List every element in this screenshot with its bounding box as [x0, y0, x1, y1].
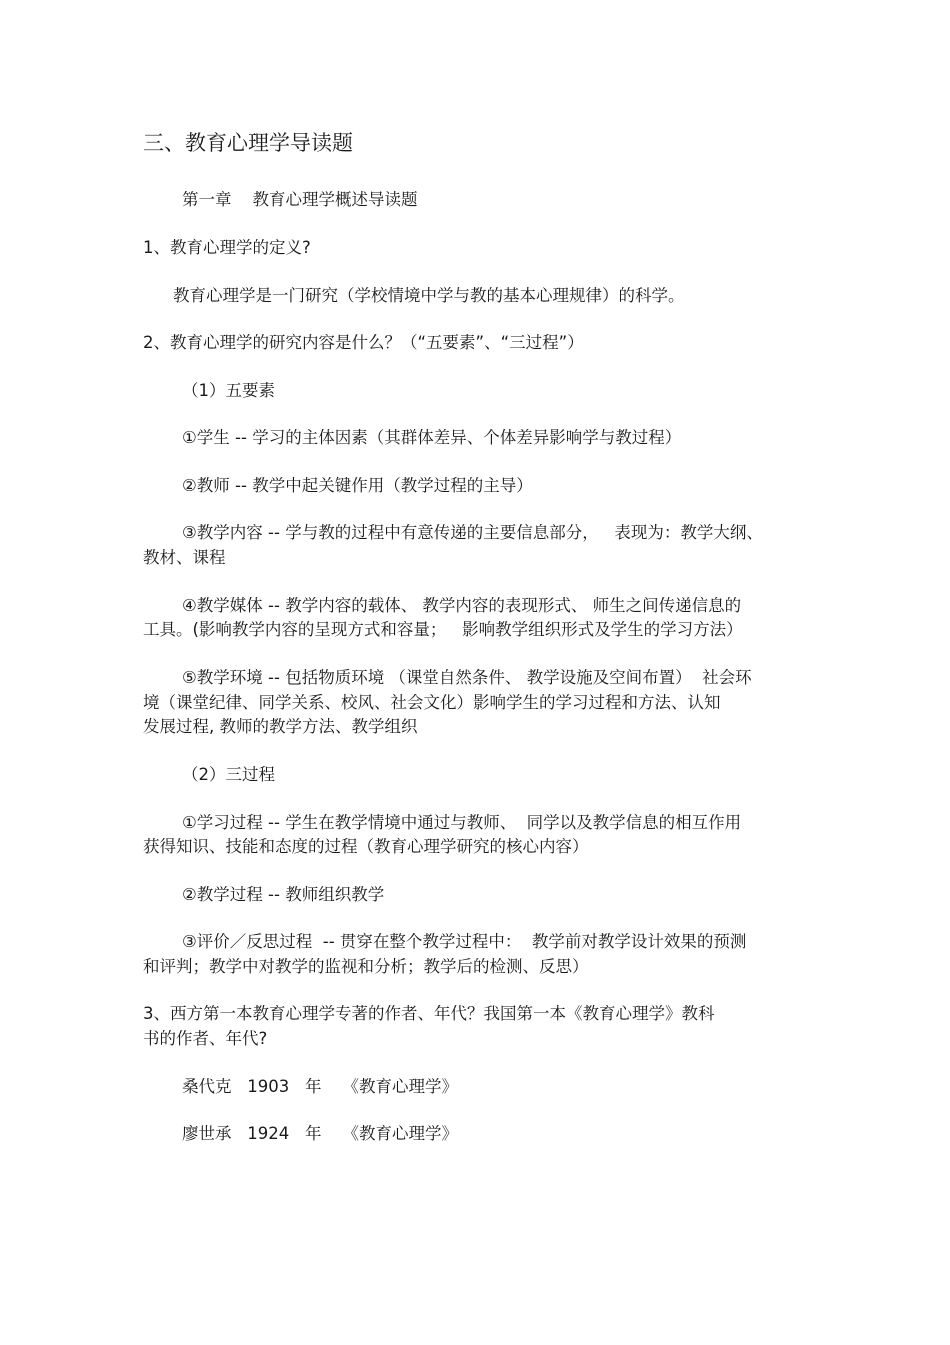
section-heading-three-processes: （2）三过程	[182, 765, 275, 784]
process-evaluation-line1: ③评价／反思过程 -- 贯穿在整个教学过程中： 教学前对教学设计效果的预测	[182, 932, 747, 951]
process-teaching: ②教学过程 -- 教师组织教学	[182, 885, 385, 904]
element-teacher: ②教师 -- 教学中起关键作用（教学过程的主导）	[182, 476, 533, 495]
element-environment-line1: ⑤教学环境 -- 包括物质环境 （课堂自然条件、 教学设施及空间布置） 社会环	[182, 668, 752, 687]
answer-3-western: 桑代克 1903 年 《教育心理学》	[182, 1077, 458, 1096]
element-student: ①学生 -- 学习的主体因素（其群体差异、个体差异影响学与教过程）	[182, 428, 682, 447]
process-evaluation-line2: 和评判；教学中对教学的监视和分析；教学后的检测、反思）	[143, 957, 589, 976]
section-heading-five-elements: （1）五要素	[182, 381, 275, 400]
element-environment-line3: 发展过程, 教师的教学方法、教学组织	[143, 717, 418, 736]
page-title: 三、教育心理学导读题	[143, 131, 353, 155]
element-content-line1: ③教学内容 -- 学与教的过程中有意传递的主要信息部分， 表现为：教学大纲、	[182, 523, 763, 542]
answer-3-china: 廖世承 1924 年 《教育心理学》	[182, 1124, 458, 1143]
question-3-line1: 3、西方第一本教育心理学专著的作者、年代？我国第一本《教育心理学》教科	[143, 1004, 715, 1023]
question-3-line2: 书的作者、年代?	[143, 1029, 268, 1048]
question-1: 1、教育心理学的定义?	[143, 238, 311, 257]
element-media-line2: 工具。(影响教学内容的呈现方式和容量； 影响教学组织形式及学生的学习方法）	[143, 620, 743, 639]
process-learning-line2: 获得知识、技能和态度的过程（教育心理学研究的核心内容）	[143, 837, 589, 856]
element-media-line1: ④教学媒体 -- 教学内容的载体、 教学内容的表现形式、 师生之间传递信息的	[182, 596, 742, 615]
process-learning-line1: ①学习过程 -- 学生在教学情境中通过与教师、 同学以及教学信息的相互作用	[182, 813, 742, 832]
chapter-heading: 第一章 教育心理学概述导读题	[182, 190, 418, 209]
answer-1: 教育心理学是一门研究（学校情境中学与教的基本心理规律）的科学。	[173, 286, 685, 305]
element-environment-line2: 境（课堂纪律、同学关系、校风、社会文化）影响学生的学习过程和方法、认知	[143, 693, 721, 712]
question-2: 2、教育心理学的研究内容是什么？（“五要素”、“三过程”）	[143, 333, 584, 352]
element-content-line2: 教材、课程	[143, 548, 226, 567]
